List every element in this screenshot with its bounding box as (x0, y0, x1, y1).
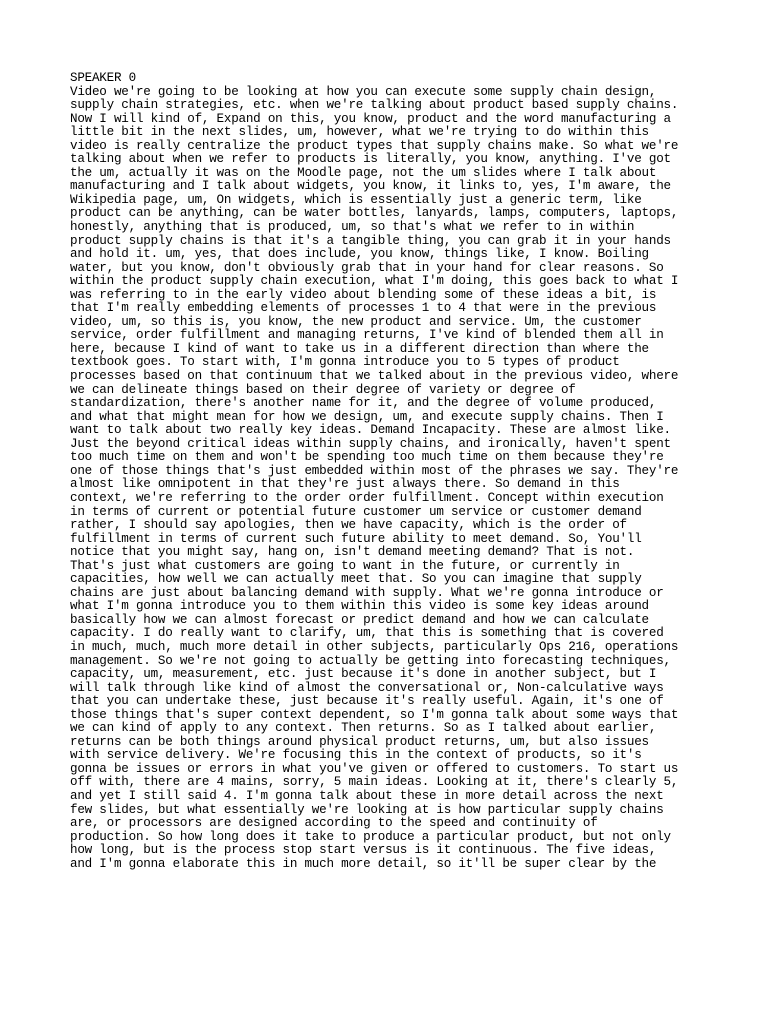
transcript-line: processes based on that continuum that we talked about in the previous video, where (70, 369, 679, 384)
transcript-line: context, we're referring to the order order fulfillment. Concept within execution (70, 490, 664, 505)
transcript-line: water, but you know, don't obviously grab that in your hand for clear reasons. So (70, 260, 664, 275)
transcript-line: those things that's super context dependent, so I'm gonna talk about some ways that (70, 707, 679, 722)
transcript-line: returns can be both things around physical product returns, um, but also issues (70, 734, 649, 749)
transcript-line: with service delivery. We're focusing this in the context of products, so it's (70, 748, 642, 763)
speaker-label: SPEAKER 0 (70, 71, 136, 85)
transcript-line: and yet I still said 4. I'm gonna talk about these in more detail across the next (70, 788, 664, 803)
transcript-line: gonna be issues or errors in what you've given or offered to customers. To start us (70, 761, 679, 776)
transcript-line: product supply chains is that it's a tangible thing, you can grab it in your hands (70, 233, 671, 248)
transcript-line: supply chain strategies, etc. when we're talking about product based supply chains. (70, 98, 679, 113)
transcript-line: textbook goes. To start with, I'm gonna introduce you to 5 types of product (70, 355, 620, 370)
transcript-line: production. So how long does it take to produce a particular product, but not only (70, 829, 671, 844)
transcript-document (70, 72, 710, 871)
transcript-line: Now I will kind of, Expand on this, you know, product and the word manufacturing a (70, 111, 671, 126)
transcript-line: manufacturing and I talk about widgets, you know, it links to, yes, I'm aware, the (70, 179, 671, 194)
transcript-line: capacities, how well we can actually meet that. So you can imagine that supply (70, 572, 642, 587)
transcript-line: will talk through like kind of almost the conversational or, Non-calculative ways (70, 680, 664, 695)
transcript-line: talking about when we refer to products is literally, you know, anything. I've got (70, 152, 671, 167)
transcript-line: want to talk about two really key ideas. Demand Incapacity. These are almost like. (70, 423, 671, 438)
transcript-line: honestly, anything that is produced, um, so that's what we refer to in within (70, 220, 635, 235)
transcript-line: we can delineate things based on their degree of variety or degree of (70, 382, 576, 397)
transcript-line: rather, I should say apologies, then we have capacity, which is the order of (70, 518, 627, 533)
transcript-line: one of those things that's just embedded within most of the phrases we say. They're (70, 463, 679, 478)
transcript-line: product can be anything, can be water bottles, lanyards, lamps, computers, laptops, (70, 206, 679, 221)
transcript-line: basically how we can almost forecast or predict demand and how we can calculate (70, 612, 649, 627)
transcript-line: capacity, um, measurement, etc. just because it's done in another subject, but I (70, 667, 657, 682)
transcript-line: service, order fulfillment and managing returns, I've kind of blended them all in (70, 328, 664, 343)
transcript-line: we can kind of apply to any context. Then returns. So as I talked about earlier, (70, 721, 657, 736)
transcript-line: standardization, there's another name for it, and the degree of volume produced, (70, 396, 657, 411)
transcript-line: was referring to in the early video about blending some of these ideas a bit, is (70, 287, 657, 302)
transcript-line: little bit in the next slides, um, however, what we're trying to do within this (70, 125, 649, 140)
transcript-line: That's just what customers are going to want in the future, or currently in (70, 558, 620, 573)
transcript-line: what I'm gonna introduce you to them within this video is some key ideas around (70, 599, 649, 614)
transcript-line: are, or processors are designed according to the speed and continuity of (70, 816, 598, 831)
transcript-line: fulfillment in terms of current such future ability to meet demand. So, You'll (70, 531, 642, 546)
transcript-line: that you can undertake these, just because it's really useful. Again, it's one of (70, 694, 664, 709)
transcript-line: in much, much, much more detail in other subjects, particularly Ops 216, operations (70, 639, 679, 654)
transcript-line: Just the beyond critical ideas within supply chains, and ironically, haven't spent (70, 436, 671, 451)
transcript-line: notice that you might say, hang on, isn't demand meeting demand? That is not. (70, 545, 635, 560)
transcript-line: here, because I kind of want to take us in a different direction than where the (70, 341, 649, 356)
transcript-line: in terms of current or potential future customer um service or customer demand (70, 504, 642, 519)
transcript-line: chains are just about balancing demand with supply. What we're gonna introduce or (70, 585, 664, 600)
transcript-line: and I'm gonna elaborate this in much more detail, so it'll be super clear by the (70, 856, 657, 871)
transcript-line: management. So we're not going to actually be getting into forecasting techniques, (70, 653, 671, 668)
transcript-line: off with, there are 4 mains, sorry, 5 main ideas. Looking at it, there's clearly 5, (70, 775, 679, 790)
transcript-line: Wikipedia page, um, On widgets, which is essentially just a generic term, like (70, 192, 642, 207)
transcript-line: that I'm really embedding elements of processes 1 to 4 that were in the previous (70, 301, 657, 316)
transcript-line: capacity. I do really want to clarify, um, that this is something that is covered (70, 626, 664, 641)
transcript-line: how long, but is the process stop start versus is it continuous. The five ideas, (70, 843, 657, 858)
transcript-line: almost like omnipotent in that they're just always there. So demand in this (70, 477, 620, 492)
transcript-line: too much time on them and won't be spending too much time on them because they're (70, 450, 664, 465)
transcript-line: and what that might mean for how we design, um, and execute supply chains. Then I (70, 409, 664, 424)
transcript-line: video is really centralize the product types that supply chains make. So what we're (70, 138, 679, 153)
transcript-line: within the product supply chain execution, what I'm doing, this goes back to what I (70, 274, 679, 289)
transcript-line: Video we're going to be looking at how you can execute some supply chain design, (70, 84, 657, 99)
transcript-line: and hold it. um, yes, that does include, you know, things like, I know. Boiling (70, 247, 649, 262)
transcript-line: the um, actually it was on the Moodle page, not the um slides where I talk about (70, 165, 657, 180)
transcript-line: few slides, but what essentially we're looking at is how particular supply chains (70, 802, 664, 817)
transcript-line: video, um, so this is, you know, the new product and service. Um, the customer (70, 314, 642, 329)
